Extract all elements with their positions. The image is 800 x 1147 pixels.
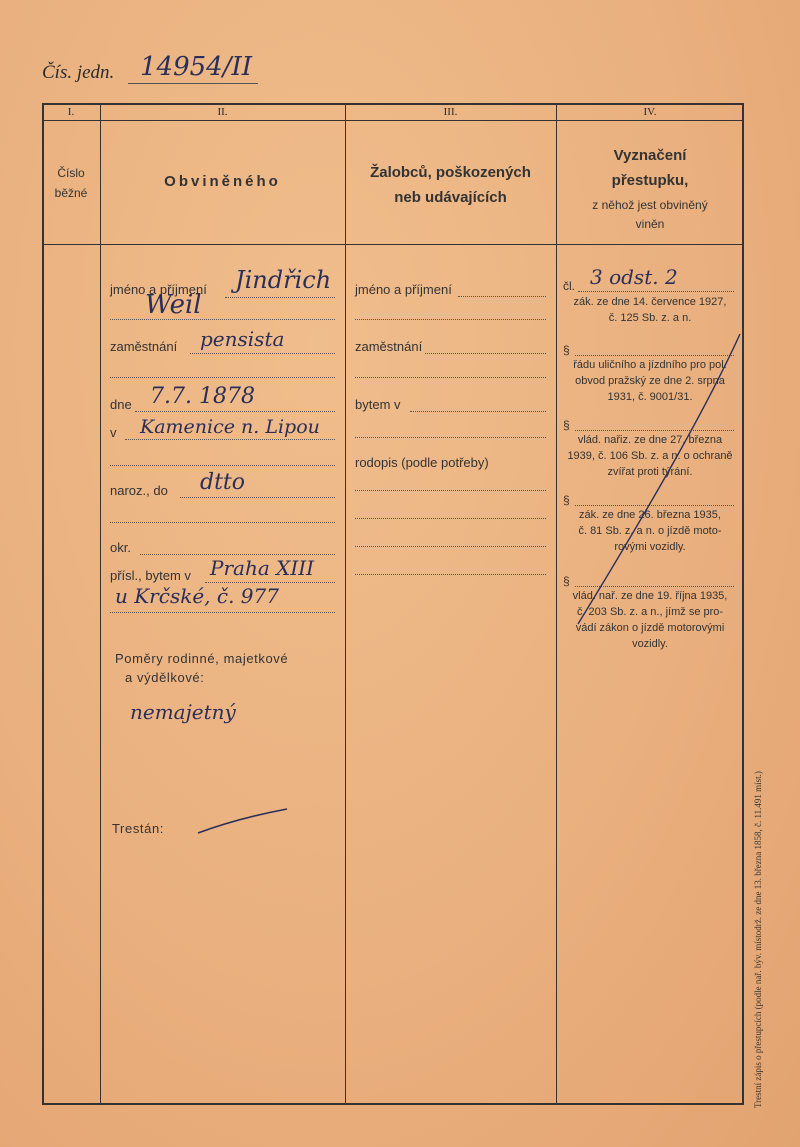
offence-law-1927-line-2: č. 125 Sb. z. a n. bbox=[608, 312, 692, 324]
accused-birthplace-label: v bbox=[110, 425, 117, 440]
col-number-II: II. bbox=[217, 106, 228, 118]
accused-name-line-1 bbox=[225, 297, 335, 298]
plaintiff-pedigree-line-2 bbox=[355, 518, 546, 519]
accused-birthplace-line bbox=[125, 439, 335, 440]
plaintiff-occupation-line-2 bbox=[355, 377, 546, 378]
col3-heading-line-2: neb udávajících bbox=[394, 189, 507, 206]
col-number-IV: IV. bbox=[643, 106, 657, 118]
offence-animal-line-3: zvířat proti týrání. bbox=[607, 466, 693, 478]
accused-name-value-2: Weil bbox=[145, 290, 202, 320]
offence-traffic-order-line-3: 1931, č. 9001/31. bbox=[607, 391, 693, 403]
col3-heading-line-1: Žalobců, poškozených bbox=[370, 164, 531, 181]
col-number-III: III. bbox=[443, 106, 458, 118]
plaintiff-pedigree-line-1 bbox=[355, 490, 546, 491]
col4-subheading-line-2: viněn bbox=[635, 217, 665, 231]
accused-birthplace-line-2 bbox=[110, 465, 335, 466]
offence-article-line bbox=[578, 291, 734, 292]
form-side-note: Trestní zápis o přestupcích (podle nař. býv. místodrž. ze dne 13. března 1858, č. 11.491 míst.) bbox=[753, 771, 763, 1108]
accused-residence-value-1: Praha XIII bbox=[210, 556, 315, 580]
accused-born-line bbox=[180, 497, 335, 498]
accused-occupation-line bbox=[190, 353, 335, 354]
plaintiff-pedigree-line-3 bbox=[355, 546, 546, 547]
offence-motor-reg-line-2: č. 203 Sb. z. a n., jímž se pro- bbox=[576, 606, 724, 618]
accused-birthdate-value: 7.7. 1878 bbox=[150, 384, 255, 409]
offence-article-prefix: čl. bbox=[563, 279, 575, 293]
plaintiff-name-line bbox=[458, 296, 546, 297]
reference-number-label: Čís. jedn. bbox=[42, 62, 115, 83]
offence-traffic-order-line-2: obvod pražský ze dne 2. srpna bbox=[575, 375, 725, 387]
accused-occupation-line-2 bbox=[110, 377, 335, 378]
offence-motor-reg-line-1: vlád. nař. ze dne 19. října 1935, bbox=[572, 590, 728, 602]
col-number-I: I. bbox=[67, 106, 75, 118]
plaintiff-pedigree-line-4 bbox=[355, 574, 546, 575]
col4-subheading-line-1: z něhož jest obviněný bbox=[592, 198, 708, 212]
plaintiff-residence-line bbox=[410, 411, 546, 412]
plaintiff-pedigree-label: rodopis (podle potřeby) bbox=[355, 455, 489, 470]
offence-motor-line-2: č. 81 Sb. z. a n. o jízdě moto- bbox=[578, 525, 722, 537]
accused-born-value: dtto bbox=[200, 470, 246, 495]
offence-section-3-prefix: § bbox=[563, 418, 570, 432]
accused-residence-line-2 bbox=[110, 612, 335, 613]
reference-number-line bbox=[128, 83, 258, 84]
roman-row-line bbox=[42, 120, 744, 121]
offence-animal-line-2: 1939, č. 106 Sb. z. a n. o ochraně bbox=[567, 450, 733, 462]
offence-motor-line-1: zák. ze dne 26. března 1935, bbox=[579, 509, 721, 521]
accused-punished-label: Trestán: bbox=[112, 821, 165, 836]
accused-family-label-1: Poměry rodinné, majetkové bbox=[115, 651, 289, 666]
punished-dash-stroke bbox=[195, 805, 290, 837]
offence-motor-line-3: rovými vozidly. bbox=[614, 541, 686, 553]
plaintiff-name-line-2 bbox=[355, 319, 546, 320]
plaintiff-occupation-label: zaměstnání bbox=[355, 339, 423, 354]
accused-district-line bbox=[140, 554, 335, 555]
accused-family-value: nemajetný bbox=[130, 700, 236, 724]
diagonal-strike-stroke bbox=[570, 330, 745, 630]
accused-born-label: naroz., do bbox=[110, 483, 168, 498]
accused-occupation-label: zaměstnání bbox=[110, 339, 178, 354]
offence-motor-reg-line-4: vozidly. bbox=[632, 638, 668, 650]
col1-heading-line-2: běžné bbox=[54, 186, 88, 200]
plaintiff-occupation-line bbox=[425, 353, 546, 354]
accused-residence-label: přísl., bytem v bbox=[110, 568, 191, 583]
plaintiff-residence-line-2 bbox=[355, 437, 546, 438]
accused-birthplace-value: Kamenice n. Lipou bbox=[140, 416, 320, 438]
offence-motor-reg-line-3: vádí zákon o jízdě motorovými bbox=[575, 622, 725, 634]
offence-article-value: 3 odst. 2 bbox=[590, 265, 678, 289]
col4-heading-line-1: Vyznačení bbox=[613, 147, 687, 164]
reference-number-value: 14954/II bbox=[140, 52, 253, 82]
accused-residence-line bbox=[205, 582, 335, 583]
accused-name-label: jméno a příjmení bbox=[110, 282, 207, 297]
col4-heading bbox=[556, 143, 744, 233]
accused-name-value-1: Jindřich bbox=[235, 266, 332, 294]
offence-section-4-prefix: § bbox=[563, 493, 570, 507]
accused-name-line-2 bbox=[110, 319, 335, 320]
col-divider-2 bbox=[345, 103, 346, 1105]
col1-heading bbox=[42, 163, 100, 203]
col2-heading: Obviněného bbox=[164, 173, 281, 190]
header-row-line bbox=[42, 244, 744, 245]
offence-animal-line-1: vlád. nařiz. ze dne 27. března bbox=[577, 434, 723, 446]
offence-law-1927-line-1: zák. ze dne 14. července 1927, bbox=[573, 296, 727, 308]
accused-born-line-2 bbox=[110, 522, 335, 523]
col-divider-1 bbox=[100, 103, 101, 1105]
plaintiff-residence-label: bytem v bbox=[355, 397, 401, 412]
offence-law-1927 bbox=[556, 294, 744, 326]
plaintiff-name-label: jméno a příjmení bbox=[355, 282, 452, 297]
accused-family-label-2: a výdělkové: bbox=[125, 670, 205, 685]
accused-birthdate-label: dne bbox=[110, 397, 132, 412]
accused-district-label: okr. bbox=[110, 540, 131, 555]
col1-heading-line-1: Číslo bbox=[57, 166, 85, 180]
accused-occupation-value: pensista bbox=[200, 327, 285, 351]
offence-traffic-order-line-1: řádu uličního a jízdního pro pol. bbox=[573, 359, 727, 371]
col4-heading-line-2: přestupku, bbox=[611, 172, 689, 189]
offence-section-2-prefix: § bbox=[563, 343, 570, 357]
offence-section-5-prefix: § bbox=[563, 574, 570, 588]
accused-residence-value-2: u Krčské, č. 977 bbox=[115, 584, 279, 608]
col3-heading bbox=[345, 160, 556, 210]
accused-birthdate-line bbox=[135, 411, 335, 412]
